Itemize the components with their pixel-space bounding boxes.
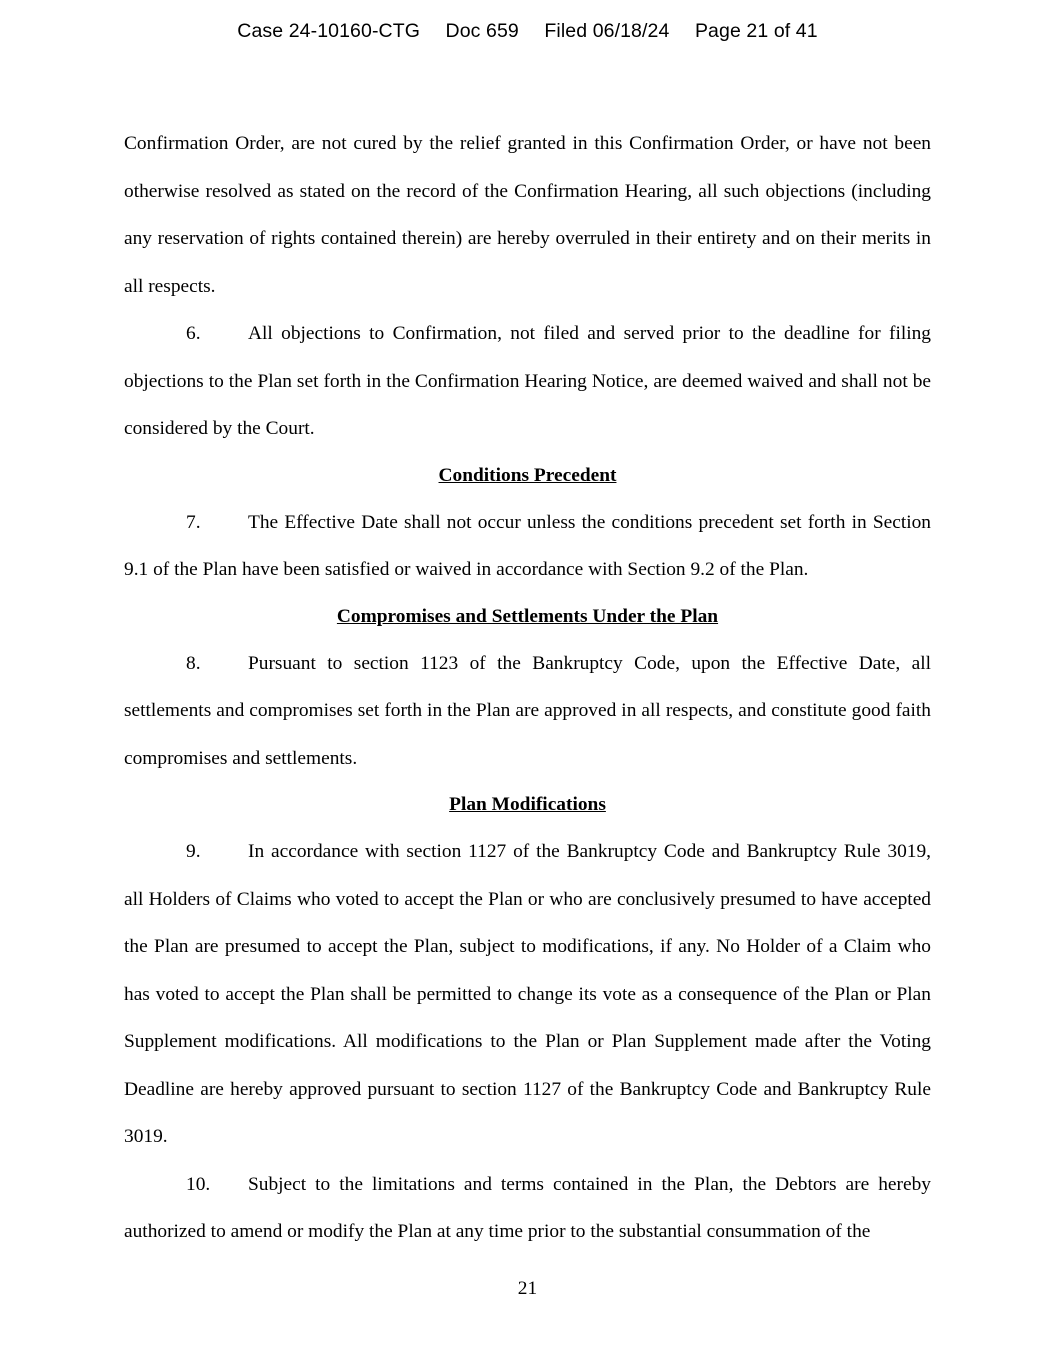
- page-number-footer: 21: [517, 1278, 538, 1299]
- paragraph-10: [124, 1161, 931, 1256]
- paragraph-number: 8.: [186, 652, 201, 674]
- paragraph-text: Pursuant to section 1123 of the Bankruptcy Code, upon the Effective Date, all settlements and compromises set forth in the Plan are approved in all respects, and constitute good faith compromises and settlements.: [124, 652, 931, 769]
- paragraph-number: 7.: [186, 511, 201, 533]
- document-header: [0, 20, 1055, 43]
- paragraph-6: [124, 310, 931, 453]
- heading-plan-modifications: Plan Modifications: [449, 794, 606, 815]
- paragraph-text: The Effective Date shall not occur unless the conditions precedent set forth in Section 9.1 of the Plan have been satisfied or waived in accordance with Section 9.2 of the Plan.: [124, 511, 931, 580]
- heading-conditions-precedent: Conditions Precedent: [438, 464, 617, 486]
- paragraph-number: 6.: [186, 323, 201, 344]
- paragraph-continued: Confirmation Order, are not cured by the relief granted in this Confirmation Order, or have not been otherwise resolved as stated on the record of the Confirmation Hearing, all such objections (including any reservation of rights contained therein) are hereby overruled in their entirety and on their merits in all respects.: [124, 133, 931, 297]
- paragraph-9: [124, 828, 931, 1161]
- heading-compromises-settlements: Compromises and Settlements Under the Plan: [336, 605, 719, 627]
- case-number: Case 24-10160-CTG: [237, 20, 421, 42]
- doc-number: Doc 659: [445, 20, 519, 42]
- paragraph-number: 9.: [186, 841, 201, 862]
- paragraph-text: All objections to Confirmation, not filed and served prior to the deadline for filing objections to the Plan set forth in the Confirmation Hearing Notice, are deemed waived and shall not be considered by the Court.: [124, 323, 931, 439]
- paragraph-text: Subject to the limitations and terms contained in the Plan, the Debtors are hereby authorized to amend or modify the Plan at any time prior to the substantial consummation of the: [124, 1173, 931, 1242]
- page-indicator: Page 21 of 41: [694, 20, 818, 42]
- paragraph-text: In accordance with section 1127 of the Bankruptcy Code and Bankruptcy Rule 3019, all Holders of Claims who voted to accept the Plan or who are conclusively presumed to have accepted the Plan are presumed to accept the Plan, subject to modifications, if any. No Holder of a Claim who has voted to accept the Plan shall be permitted to change its vote as a consequence of the Plan or Plan Supplement modifications. All modifications to the Plan or Plan Supplement made after the Voting Deadline are hereby approved pursuant to section 1127 of the Bankruptcy Code and Bankruptcy Rule 3019.: [124, 841, 931, 1147]
- paragraph-7: [124, 499, 931, 594]
- document-body: [124, 120, 931, 1256]
- paragraph-number: 10.: [186, 1173, 211, 1195]
- filed-date: Filed 06/18/24: [544, 20, 670, 42]
- paragraph-8: [124, 640, 931, 783]
